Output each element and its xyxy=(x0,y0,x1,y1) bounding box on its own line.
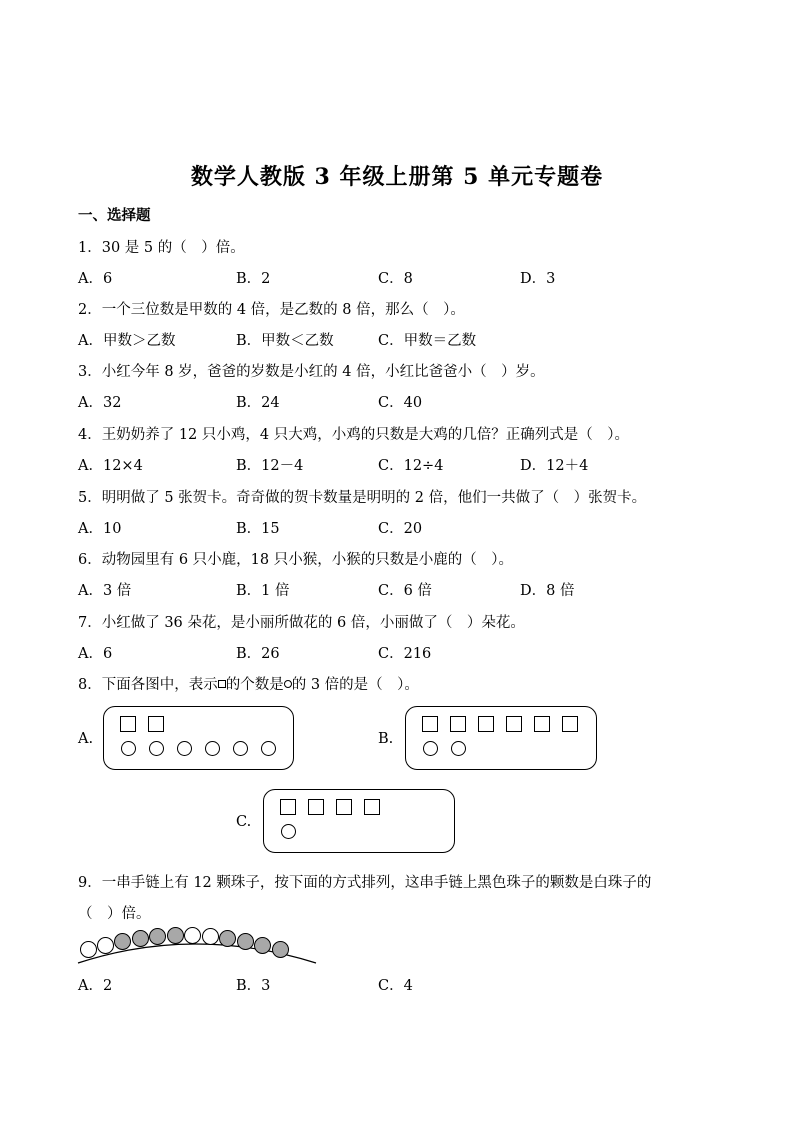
square-shape xyxy=(450,716,466,732)
q8-figure-b[interactable] xyxy=(405,706,597,770)
circle-shape xyxy=(451,741,466,756)
white-bead xyxy=(184,927,201,944)
black-bead xyxy=(149,928,166,945)
white-bead xyxy=(80,941,97,958)
q8-stem-suffix: 的 3 倍的是（ ）。 xyxy=(291,677,419,693)
question-2-option-c[interactable]: C．甲数＝乙数 xyxy=(378,333,477,349)
square-shape xyxy=(506,716,522,732)
circle-shape xyxy=(149,741,164,756)
question-2-option-a[interactable]: A．甲数＞乙数 xyxy=(78,333,176,349)
circle-shape xyxy=(261,741,276,756)
white-bead xyxy=(97,937,114,954)
circle-icon xyxy=(284,680,292,688)
circle-shape xyxy=(423,741,438,756)
square-shape xyxy=(534,716,550,732)
circle-shape xyxy=(281,824,296,839)
circle-shape xyxy=(205,741,220,756)
question-4-option-a[interactable]: A．12×4 xyxy=(78,458,143,474)
square-shape xyxy=(120,716,136,732)
page-title: 数学人教版 3 年级上册第 5 单元专题卷 xyxy=(190,164,604,190)
square-shape xyxy=(478,716,494,732)
black-bead xyxy=(219,930,236,947)
black-bead xyxy=(167,927,184,944)
square-shape xyxy=(336,799,352,815)
question-1-option-d[interactable]: D．3 xyxy=(520,271,556,287)
question-9-stem-line1: 9．一串手链上有 12 颗珠子，按下面的方式排列，这串手链上黑色珠子的颗数是白珠子的 xyxy=(78,875,652,891)
black-bead xyxy=(237,933,254,950)
q8-option-a-label[interactable]: A. xyxy=(78,731,94,747)
black-bead xyxy=(272,941,289,958)
square-shape xyxy=(280,799,296,815)
circle-shape xyxy=(177,741,192,756)
question-4-option-b[interactable]: B．12－4 xyxy=(236,458,304,474)
question-9-stem-line2: （ ）倍。 xyxy=(78,906,151,922)
circle-shape xyxy=(233,741,248,756)
square-shape xyxy=(422,716,438,732)
white-bead xyxy=(202,928,219,945)
question-6-option-d[interactable]: D．8 倍 xyxy=(520,583,575,599)
question-3-option-b[interactable]: B．24 xyxy=(236,395,280,411)
question-7-option-b[interactable]: B．26 xyxy=(236,646,280,662)
q9-option-c[interactable]: C．4 xyxy=(378,978,413,994)
question-6-option-c[interactable]: C．6 倍 xyxy=(378,583,432,599)
q8-option-c-label[interactable]: C. xyxy=(236,814,252,830)
q8-stem-prefix: 8．下面各图中，表示 xyxy=(78,677,218,693)
square-shape xyxy=(148,716,164,732)
question-5-option-b[interactable]: B．15 xyxy=(236,521,280,537)
question-3-option-a[interactable]: A．32 xyxy=(78,395,122,411)
question-1-option-b[interactable]: B．2 xyxy=(236,271,271,287)
question-3-option-c[interactable]: C．40 xyxy=(378,395,423,411)
q8-figure-a[interactable] xyxy=(103,706,294,770)
question-6-option-a[interactable]: A．3 倍 xyxy=(78,583,132,599)
square-shape xyxy=(364,799,380,815)
q9-option-b[interactable]: B．3 xyxy=(236,978,271,994)
section-heading: 一、选择题 xyxy=(78,207,151,224)
black-bead xyxy=(254,937,271,954)
question-5-option-a[interactable]: A．10 xyxy=(78,521,122,537)
question-5-stem: 5．明明做了 5 张贺卡。奇奇做的贺卡数量是明明的 2 倍，他们一共做了（ ）张贺卡。 xyxy=(78,490,647,506)
circle-shape xyxy=(121,741,136,756)
question-5-option-c[interactable]: C．20 xyxy=(378,521,423,537)
question-4-stem: 4．王奶奶养了 12 只小鸡，4 只大鸡，小鸡的只数是大鸡的几倍？正确列式是（ ）。 xyxy=(78,427,629,443)
question-4-option-d[interactable]: D．12＋4 xyxy=(520,458,589,474)
q8-stem-mid: 的个数是 xyxy=(225,677,284,693)
question-6-stem: 6．动物园里有 6 只小鹿，18 只小猴，小猴的只数是小鹿的（ ）。 xyxy=(78,552,513,568)
question-7-option-c[interactable]: C．216 xyxy=(378,646,432,662)
q8-figure-c[interactable] xyxy=(263,789,455,853)
question-6-option-b[interactable]: B．1 倍 xyxy=(236,583,290,599)
square-icon xyxy=(218,680,226,688)
question-4-option-c[interactable]: C．12÷4 xyxy=(378,458,444,474)
square-shape xyxy=(562,716,578,732)
question-1-option-c[interactable]: C．8 xyxy=(378,271,413,287)
question-1-option-a[interactable]: A．6 xyxy=(78,271,113,287)
square-shape xyxy=(308,799,324,815)
question-3-stem: 3．小红今年 8 岁，爸爸的岁数是小红的 4 倍，小红比爸爸小（ ）岁。 xyxy=(78,364,545,380)
black-bead xyxy=(132,930,149,947)
question-1-stem: 1．30 是 5 的（ ）倍。 xyxy=(78,240,245,256)
question-7-option-a[interactable]: A．6 xyxy=(78,646,113,662)
question-8-stem xyxy=(78,673,419,694)
question-2-option-b[interactable]: B．甲数＜乙数 xyxy=(236,333,334,349)
q9-option-a[interactable]: A．2 xyxy=(78,978,113,994)
question-7-stem: 7．小红做了 36 朵花，是小丽所做花的 6 倍，小丽做了（ ）朵花。 xyxy=(78,615,525,631)
question-2-stem: 2．一个三位数是甲数的 4 倍，是乙数的 8 倍，那么（ ）。 xyxy=(78,302,465,318)
q8-option-b-label[interactable]: B. xyxy=(378,731,394,747)
